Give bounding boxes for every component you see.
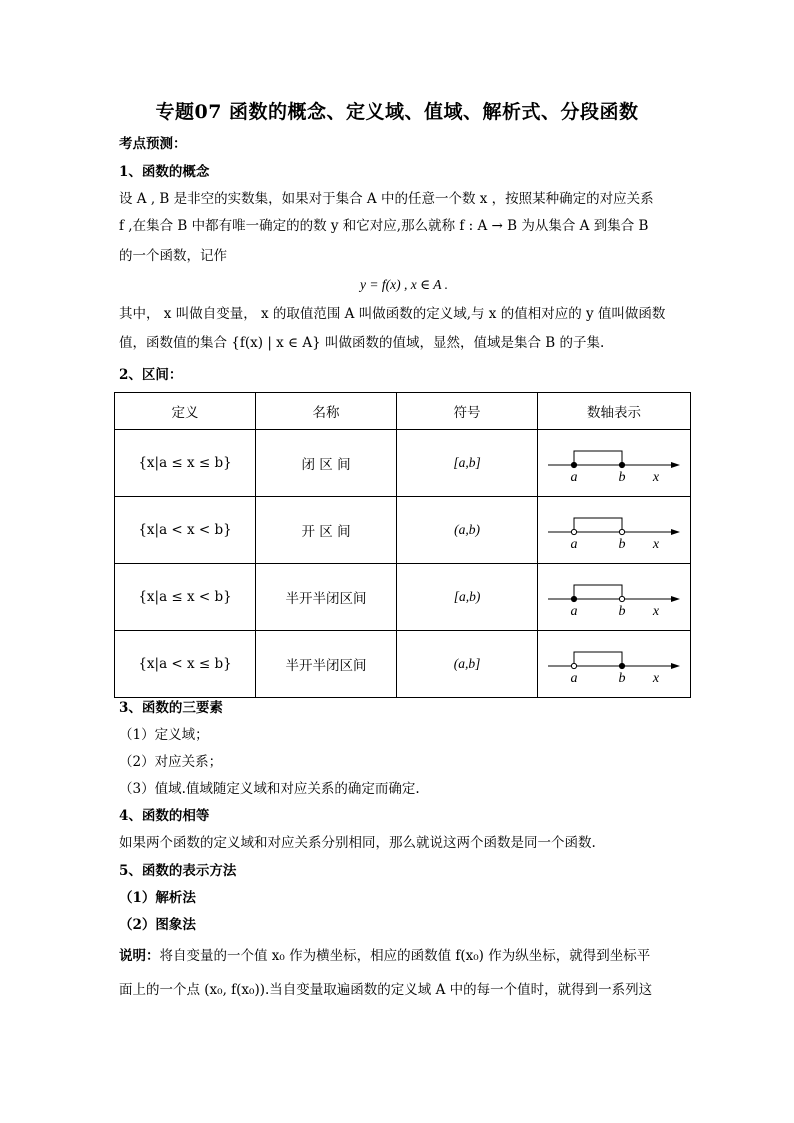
right-endpoint [619,462,624,467]
left-endpoint [571,529,576,534]
s3-item: （1）定义域； [119,727,209,743]
interval-bracket [574,585,622,599]
number-line-diagram [544,640,684,688]
label-a: a [570,470,578,485]
interval-bracket [574,652,622,666]
right-endpoint [619,529,624,534]
s5-item: （1）解析法 [119,890,196,906]
header-definition: 定义 [115,393,256,430]
right-endpoint [619,596,624,601]
s3-item: （2）对应关系； [119,754,223,770]
number-line-diagram [544,439,684,487]
header-symbol: 符号 [397,393,538,430]
label-x: x [652,604,660,619]
label-x: x [652,470,660,485]
section-3-heading: 3、函数的三要素 [119,700,223,716]
table-row [115,564,691,631]
row-number-line [538,564,691,631]
row-name: 闭 区 间 [256,430,397,497]
left-endpoint [571,596,576,601]
row-symbol: [a,b] [397,430,538,497]
left-endpoint [571,663,576,668]
label-a: a [570,671,578,686]
axis-arrow [671,462,680,468]
table-header-row [115,393,691,430]
row-name: 开 区 间 [256,497,397,564]
note-text: 将自变量的一个值 x₀ 作为横坐标，相应的函数值 f(x₀) 作为纵坐标，就得到坐标平 [159,948,651,964]
section-4-heading: 4、函数的相等 [119,808,210,824]
row-symbol: [a,b) [397,564,538,631]
s1-para-line-4: 其中， x 叫做自变量， x 的取值范围 A 叫做函数的定义域,与 x 的值相对应的 y 值叫做函数 [119,306,666,322]
s1-formula: y = f(x) , x ∈ A . [360,277,448,292]
number-line-diagram [544,506,684,554]
label-b: b [618,537,626,552]
section-1-heading: 1、函数的概念 [119,164,210,180]
interval-table [114,392,691,698]
row-number-line [538,430,691,497]
s5-note-line-1 [119,946,689,966]
row-number-line [538,497,691,564]
label-a: a [570,604,578,619]
table-row [115,631,691,698]
row-name: 半开半闭区间 [256,564,397,631]
label-b: b [618,671,626,686]
row-definition: {x|a < x < b} [115,497,256,564]
label-b: b [618,604,626,619]
label-x: x [652,537,660,552]
axis-arrow [671,663,680,669]
s1-para-line-3: 的一个函数，记作 [119,248,227,264]
s4-para: 如果两个函数的定义域和对应关系分别相同，那么就说这两个函数是同一个函数. [119,835,596,851]
s1-para-line-1: 设 A , B 是非空的实数集，如果对于集合 A 中的任意一个数 x ，按照某种确定的对应关系 [119,191,654,207]
s5-item: （2）图象法 [119,917,196,933]
row-definition: {x|a ≤ x ≤ b} [115,430,256,497]
table-row [115,430,691,497]
interval-bracket [574,451,622,465]
number-line-diagram [544,573,684,621]
header-number-line: 数轴表示 [538,393,691,430]
label-x: x [652,671,660,686]
row-symbol: (a,b] [397,631,538,698]
row-symbol: (a,b) [397,497,538,564]
s1-para-line-2: f ,在集合 B 中都有唯一确定的的数 y 和它对应,那么就称 f : A → B 为从集合 A 到集合 B [119,218,649,234]
note-label: 说明： [119,948,160,964]
row-definition: {x|a < x ≤ b} [115,631,256,698]
table-row [115,497,691,564]
row-definition: {x|a ≤ x < b} [115,564,256,631]
row-number-line [538,631,691,698]
left-endpoint [571,462,576,467]
s5-note-line-2: 面上的一个点 (x₀, f(x₀)).当自变量取遍函数的定义域 A 中的每一个值时，就得到一系列这 [119,982,653,998]
right-endpoint [619,663,624,668]
s1-para-line-5: 值，函数值的集合 {f(x) | x ∈ A} 叫做函数的值域，显然，值域是集合 B 的子集. [119,335,605,351]
axis-arrow [671,529,680,535]
section-5-heading: 5、函数的表示方法 [119,863,237,879]
axis-arrow [671,596,680,602]
header-name: 名称 [256,393,397,430]
kaodian-label: 考点预测： [119,136,187,152]
label-a: a [570,537,578,552]
section-2-heading: 2、区间： [119,367,183,383]
label-b: b [618,470,626,485]
page-title: 专题07 函数的概念、定义域、值域、解析式、分段函数 [155,101,639,123]
interval-bracket [574,518,622,532]
s3-item: （3）值域.值域随定义域和对应关系的确定而确定. [119,781,420,797]
row-name: 半开半闭区间 [256,631,397,698]
